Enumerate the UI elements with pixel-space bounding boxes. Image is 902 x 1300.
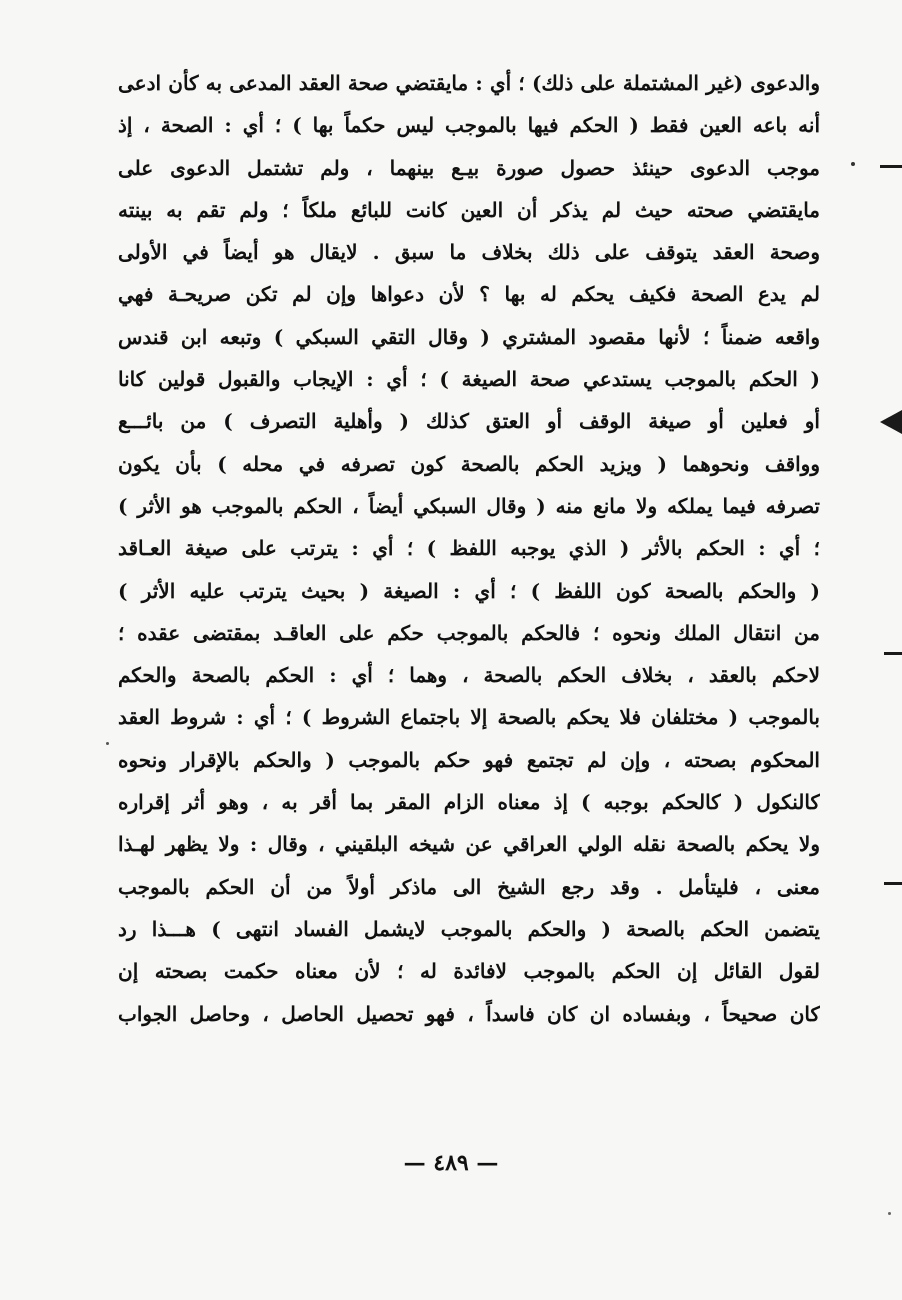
text-line-11: تصرفه فيما يملكه ولا مانع منه ( وقال السبكي أيضاً ، الحكم بالموجب هو الأثر ) — [118, 493, 820, 518]
text-line-12: ؛ أي : الحكم بالأثر ( الذي يوجبه اللفظ ) ؛ أي : يترتب على صيغة العـاقد — [118, 536, 820, 561]
text-line-17: المحكوم بصحته ، وإن لم تجتمع فهو حكم بالموجب ( والحكم بالإقرار ونحوه — [118, 747, 820, 772]
text-line-15: لاحكم بالعقد ، بخلاف الحكم بالصحة ، وهما ؛ أي : الحكم بالصحة والحكم — [118, 663, 820, 688]
text-line-21: يتضمن الحكم بالصحة ( والحكم بالموجب لايشمل الفساد انتهى ) هـــذا رد — [118, 916, 820, 941]
text-line-6: لم يدع الصحة فكيف يحكم له بها ؟ لأن دعواها وإن لم تكن صريحـة فهي — [118, 282, 820, 307]
text-line-13: ( والحكم بالصحة كون اللفظ ) ؛ أي : الصيغة ( بحيث يترتب عليه الأثر ) — [118, 578, 820, 603]
text-line-20: معنى ، فليتأمل . وقد رجع الشيخ الى ماذكر أولاً من أن الحكم بالموجب — [118, 874, 820, 899]
margin-triangle-mark — [880, 410, 902, 434]
margin-dash-mark — [880, 165, 902, 168]
scan-speck — [851, 162, 855, 166]
text-line-5: وصحة العقد يتوقف على ذلك بخلاف ما سبق . لايقال هو أيضاً في الأولى — [118, 240, 820, 265]
text-line-23: كان صحيحاً ، وبفساده ان كان فاسداً ، فهو تحصيل الحاصل ، وحاصل الجواب — [118, 1001, 820, 1026]
text-line-10: وواقف ونحوهما ( ويزيد الحكم بالصحة كون تصرفه في محله ) بأن يكون — [118, 451, 820, 476]
page-number: — ٤٨٩ — — [403, 1150, 499, 1176]
scan-speck — [106, 742, 109, 745]
text-line-19: ولا يحكم بالصحة نقله الولي العراقي عن شيخه البلقيني ، وقال : ولا يظهر لهـذا — [118, 832, 820, 857]
text-line-8: ( الحكم بالموجب يستدعي صحة الصيغة ) ؛ أي : الإيجاب والقبول قولين كانا — [118, 367, 820, 392]
scan-speck — [888, 1212, 891, 1215]
text-line-3: موجب الدعوى حينئذ حصول صورة بيـع بينهما ، ولم تشتمل الدعوى على — [118, 155, 820, 180]
text-line-18: كالنكول ( كالحكم بوجبه ) إذ معناه الزام المقر بما أقر به ، وهو أثر إقراره — [118, 790, 820, 815]
text-line-4: مايقتضي صحته حيث لم يذكر أن العين كانت للبائع ملكاً ؛ ولم تقم به بينته — [118, 197, 820, 222]
margin-dash-mark — [884, 652, 902, 655]
text-line-16: بالموجب ( مختلفان فلا يحكم بالصحة إلا باجتماع الشروط ) ؛ أي : شروط العقد — [118, 705, 820, 730]
text-line-1: والدعوى (غير المشتملة على ذلك) ؛ أي : مايقتضي صحة العقد المدعى به كأن ادعى — [118, 71, 820, 95]
text-line-9: أو فعلين أو صيغة الوقف أو العتق كذلك ( وأهلية التصرف ) من بائـــع — [118, 409, 820, 434]
body-text — [118, 62, 820, 1035]
text-line-7: واقعه ضمناً ؛ لأنها مقصود المشتري ( وقال التقي السبكي ) وتبعه ابن قندس — [118, 324, 820, 349]
margin-dash-mark — [884, 882, 902, 885]
text-line-2: أنه باعه العين فقط ( الحكم فيها بالموجب ليس حكماً بها ) ؛ أي : الصحة ، إذ — [118, 113, 820, 138]
text-line-14: من انتقال الملك ونحوه ؛ فالحكم بالموجب حكم على العاقـد بمقتضى عقده ؛ — [118, 620, 820, 645]
text-line-22: لقول القائل إن الحكم بالموجب لافائدة له ؛ لأن معناه حكمت بصحته إن — [118, 959, 820, 984]
